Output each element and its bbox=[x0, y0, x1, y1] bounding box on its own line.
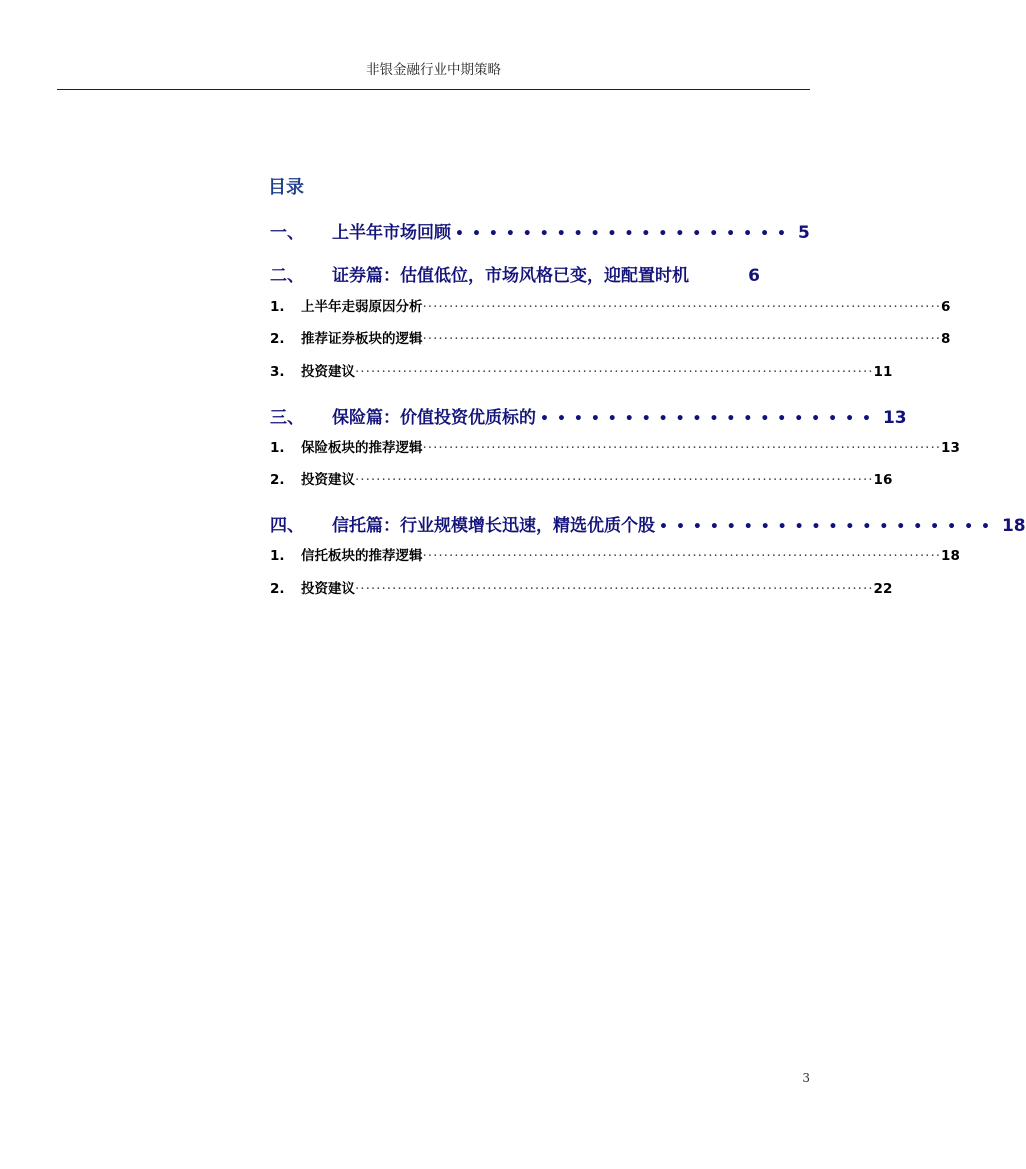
toc-item-number: 2. bbox=[270, 331, 285, 347]
toc-item-3-1[interactable] bbox=[270, 436, 960, 456]
toc-item-label: 投资建议 bbox=[301, 472, 355, 488]
toc-item-label: 上半年走弱原因分析 bbox=[301, 299, 423, 315]
toc-item-number: 1. bbox=[270, 299, 285, 315]
toc-section-3[interactable] bbox=[270, 403, 907, 428]
header-title: 非银金融行业中期策略 bbox=[366, 62, 501, 78]
toc-item-number: 1. bbox=[270, 548, 285, 564]
toc-item-label: 投资建议 bbox=[301, 364, 355, 380]
toc-title: 目录 bbox=[268, 177, 304, 198]
page-number: 3 bbox=[802, 1071, 810, 1085]
toc-page-number: 11 bbox=[873, 364, 893, 380]
toc-section-1[interactable] bbox=[270, 218, 810, 243]
toc-item-4-2[interactable] bbox=[270, 577, 893, 597]
toc-leader-dots: ·································································································· bbox=[422, 299, 942, 315]
toc-page-number: 6 bbox=[941, 299, 951, 315]
toc-page-number: 5 bbox=[797, 223, 810, 243]
toc-section-label: 证券篇：估值低位，市场风格已变，迎配置时机 bbox=[332, 266, 689, 286]
toc-leader-dots: •••••••••••••••••••• bbox=[659, 519, 998, 535]
toc-item-3-2[interactable] bbox=[270, 468, 893, 488]
toc-item-label: 信托板块的推荐逻辑 bbox=[301, 548, 423, 564]
toc-page-number: 18 bbox=[941, 548, 960, 564]
toc-leader-dots: ·································································································· bbox=[355, 364, 874, 380]
page-header bbox=[57, 58, 810, 90]
toc-item-number: 2. bbox=[270, 581, 285, 597]
toc-item-number: 3. bbox=[270, 364, 285, 380]
toc-section-number: 二、 bbox=[270, 266, 304, 286]
toc-section-number: 一、 bbox=[270, 223, 304, 243]
toc-item-number: 1. bbox=[270, 440, 285, 456]
toc-section-number: 三、 bbox=[270, 408, 304, 428]
toc-item-number: 2. bbox=[270, 472, 285, 488]
toc-leader-dots: ·································································································· bbox=[422, 548, 942, 564]
toc-item-4-1[interactable] bbox=[270, 544, 960, 564]
toc-section-label: 保险篇：价值投资优质标的 bbox=[332, 408, 536, 428]
toc-item-label: 投资建议 bbox=[301, 581, 355, 597]
toc-section-4[interactable] bbox=[270, 511, 1026, 536]
toc-page-number: 6 bbox=[748, 266, 760, 286]
toc-leader-dots: •••••••••••••••••••• bbox=[540, 411, 879, 427]
toc-section-2[interactable] bbox=[270, 261, 760, 286]
toc-page-number: 13 bbox=[941, 440, 960, 456]
toc-leader-dots: ·································································································· bbox=[355, 472, 874, 488]
toc-item-label: 推荐证券板块的逻辑 bbox=[301, 331, 423, 347]
toc-item-2-3[interactable] bbox=[270, 360, 893, 380]
toc-section-label: 上半年市场回顾 bbox=[332, 223, 451, 243]
toc-item-2-2[interactable] bbox=[270, 327, 951, 347]
toc-page-number: 18 bbox=[1001, 516, 1026, 536]
toc-leader-dots: •••••••••••••••••••• bbox=[455, 226, 794, 242]
toc-page-number: 16 bbox=[873, 472, 893, 488]
toc-page-number: 8 bbox=[941, 331, 951, 347]
toc-section-number: 四、 bbox=[270, 516, 304, 536]
toc-item-label: 保险板块的推荐逻辑 bbox=[301, 440, 423, 456]
toc-item-2-1[interactable] bbox=[270, 295, 951, 315]
toc-page-number: 13 bbox=[882, 408, 907, 428]
toc-leader-dots: ·································································································· bbox=[422, 331, 942, 347]
toc-leader-dots: ·································································································· bbox=[422, 440, 942, 456]
toc-section-label: 信托篇：行业规模增长迅速，精选优质个股 bbox=[332, 516, 655, 536]
toc-page-number: 22 bbox=[873, 581, 893, 597]
toc-leader-dots: ·································································································· bbox=[355, 581, 874, 597]
